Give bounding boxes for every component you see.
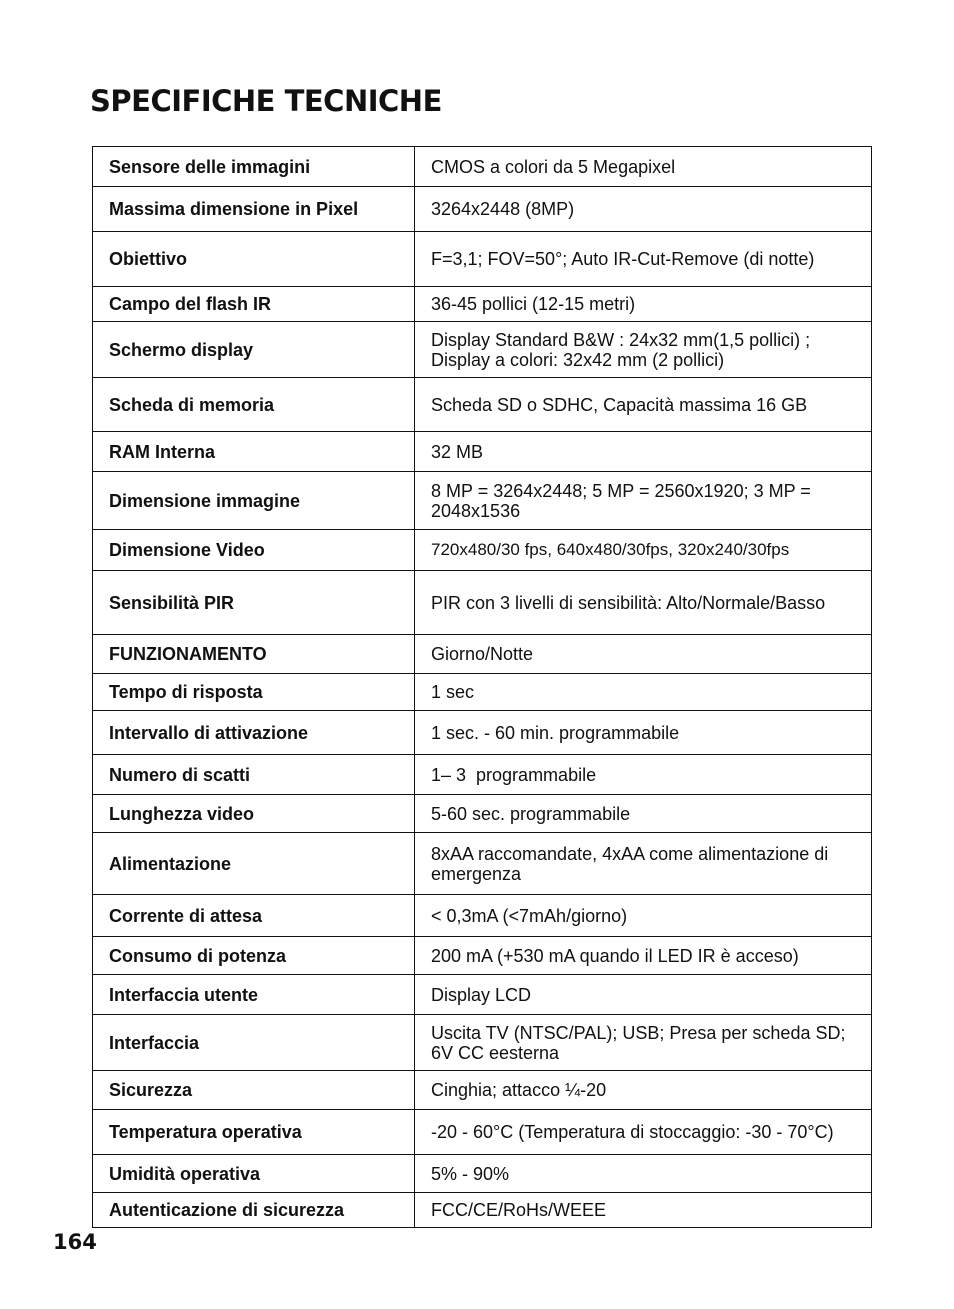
spec-label: Tempo di risposta bbox=[93, 674, 415, 711]
spec-label: Sensibilità PIR bbox=[93, 571, 415, 635]
table-row bbox=[93, 232, 872, 287]
table-row bbox=[93, 975, 872, 1015]
spec-value: 5% - 90% bbox=[415, 1155, 872, 1193]
spec-label: Dimensione immagine bbox=[93, 472, 415, 530]
table-row bbox=[93, 1071, 872, 1110]
table-row bbox=[93, 755, 872, 795]
spec-value: Uscita TV (NTSC/PAL); USB; Presa per scheda SD; 6V CC eesterna bbox=[415, 1015, 872, 1071]
spec-value: Giorno/Notte bbox=[415, 635, 872, 674]
spec-value: 8xAA raccomandate, 4xAA come alimentazione di emergenza bbox=[415, 833, 872, 895]
spec-value: 720x480/30 fps, 640x480/30fps, 320x240/30fps bbox=[415, 530, 872, 571]
spec-value: Cinghia; attacco ¼-20 bbox=[415, 1071, 872, 1110]
spec-value: 1– 3 programmabile bbox=[415, 755, 872, 795]
spec-label: Intervallo di attivazione bbox=[93, 711, 415, 755]
table-row bbox=[93, 571, 872, 635]
spec-label: Dimensione Video bbox=[93, 530, 415, 571]
spec-label: Lunghezza video bbox=[93, 795, 415, 833]
spec-label: Campo del flash IR bbox=[93, 287, 415, 322]
spec-value: 32 MB bbox=[415, 432, 872, 472]
spec-value: 36-45 pollici (12-15 metri) bbox=[415, 287, 872, 322]
table-row bbox=[93, 1193, 872, 1228]
table-row bbox=[93, 530, 872, 571]
spec-label: Corrente di attesa bbox=[93, 895, 415, 937]
spec-label: Massima dimensione in Pixel bbox=[93, 187, 415, 232]
table-row bbox=[93, 472, 872, 530]
spec-label: Numero di scatti bbox=[93, 755, 415, 795]
spec-label: Sensore delle immagini bbox=[93, 147, 415, 187]
table-row bbox=[93, 674, 872, 711]
table-row bbox=[93, 635, 872, 674]
table-row bbox=[93, 937, 872, 975]
spec-label: Interfaccia utente bbox=[93, 975, 415, 1015]
spec-label: Interfaccia bbox=[93, 1015, 415, 1071]
page-title: SPECIFICHE TECNICHE bbox=[90, 84, 442, 118]
table-row bbox=[93, 147, 872, 187]
page-number: 164 bbox=[53, 1230, 97, 1254]
spec-label: Temperatura operativa bbox=[93, 1110, 415, 1155]
spec-value: -20 - 60°C (Temperatura di stoccaggio: -30 - 70°C) bbox=[415, 1110, 872, 1155]
spec-value: 1 sec bbox=[415, 674, 872, 711]
spec-label: FUNZIONAMENTO bbox=[93, 635, 415, 674]
table-row bbox=[93, 432, 872, 472]
spec-value: F=3,1; FOV=50°; Auto IR-Cut-Remove (di notte) bbox=[415, 232, 872, 287]
table-row bbox=[93, 895, 872, 937]
spec-value: Display LCD bbox=[415, 975, 872, 1015]
spec-label: RAM Interna bbox=[93, 432, 415, 472]
spec-value: < 0,3mA (<7mAh/giorno) bbox=[415, 895, 872, 937]
spec-label: Autenticazione di sicurezza bbox=[93, 1193, 415, 1228]
spec-value: 1 sec. - 60 min. programmabile bbox=[415, 711, 872, 755]
table-row bbox=[93, 795, 872, 833]
table-row bbox=[93, 378, 872, 432]
spec-label: Schermo display bbox=[93, 322, 415, 378]
table-row bbox=[93, 287, 872, 322]
spec-label: Scheda di memoria bbox=[93, 378, 415, 432]
spec-label: Sicurezza bbox=[93, 1071, 415, 1110]
table-row bbox=[93, 187, 872, 232]
spec-label: Umidità operativa bbox=[93, 1155, 415, 1193]
spec-value: 200 mA (+530 mA quando il LED IR è acceso) bbox=[415, 937, 872, 975]
spec-value: Display Standard B&W : 24x32 mm(1,5 pollici) ; Display a colori: 32x42 mm (2 pollici) bbox=[415, 322, 872, 378]
spec-value: 8 MP = 3264x2448; 5 MP = 2560x1920; 3 MP = 2048x1536 bbox=[415, 472, 872, 530]
spec-value: CMOS a colori da 5 Megapixel bbox=[415, 147, 872, 187]
spec-value: Scheda SD o SDHC, Capacità massima 16 GB bbox=[415, 378, 872, 432]
spec-label: Consumo di potenza bbox=[93, 937, 415, 975]
spec-label: Obiettivo bbox=[93, 232, 415, 287]
table-row bbox=[93, 711, 872, 755]
table-row bbox=[93, 1155, 872, 1193]
spec-value: 3264x2448 (8MP) bbox=[415, 187, 872, 232]
spec-label: Alimentazione bbox=[93, 833, 415, 895]
table-row bbox=[93, 1110, 872, 1155]
spec-value: 5-60 sec. programmabile bbox=[415, 795, 872, 833]
table-row bbox=[93, 833, 872, 895]
spec-value: FCC/CE/RoHs/WEEE bbox=[415, 1193, 872, 1228]
table-row bbox=[93, 322, 872, 378]
specifications-table bbox=[92, 146, 872, 1228]
table-row bbox=[93, 1015, 872, 1071]
spec-value: PIR con 3 livelli di sensibilità: Alto/Normale/Basso bbox=[415, 571, 872, 635]
